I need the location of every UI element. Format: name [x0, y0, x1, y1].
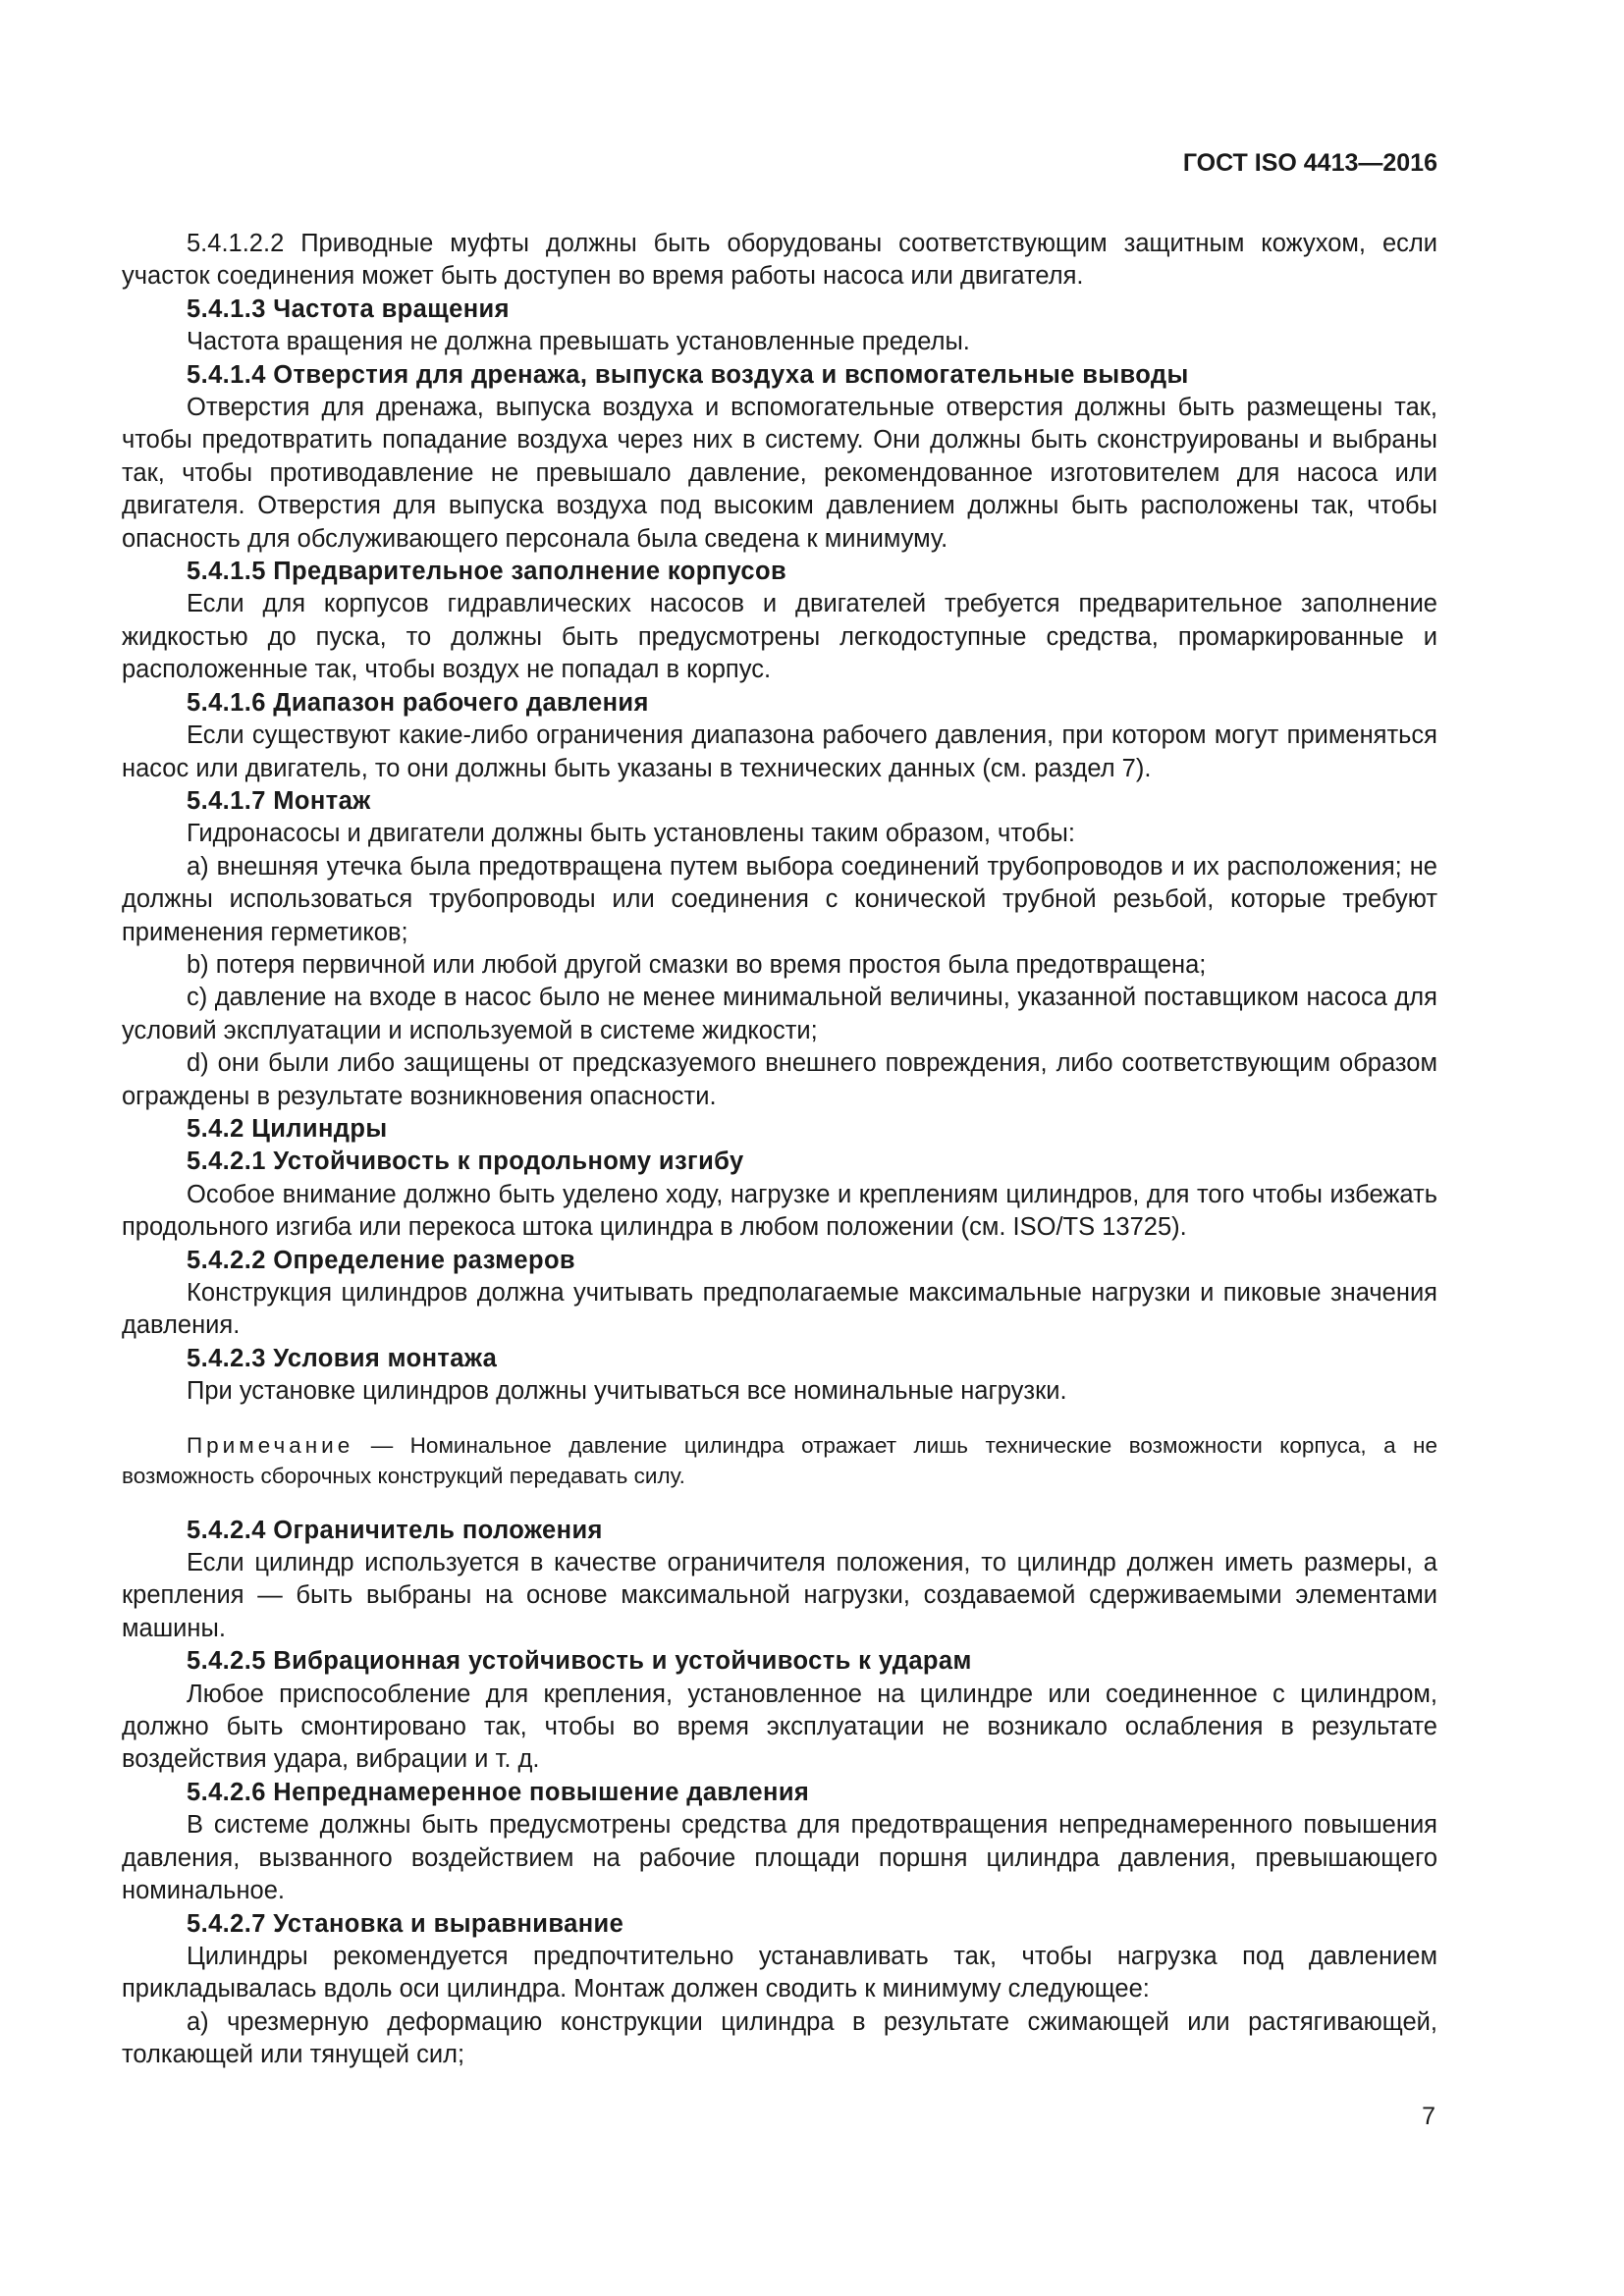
- paragraph: d) они были либо защищены от предсказуемого внешнего повреждения, либо соответствующим образом ограждены в результате возникновения опасности.: [122, 1049, 1437, 1110]
- paragraph: Частота вращения не должна превышать установленные пределы.: [187, 328, 970, 356]
- section-heading: 5.4.2 Цилиндры: [187, 1114, 388, 1143]
- paragraph: a) внешняя утечка была предотвращена путем выбора соединений трубопроводов и их расположения; не должны использоваться трубопроводы или соединения с конической трубной резьбой, которые требуют применения герметиков;: [122, 852, 1437, 946]
- section-heading: 5.4.2.4 Ограничитель положения: [187, 1516, 603, 1544]
- paragraph: Цилиндры рекомендуется предпочтительно устанавливать так, чтобы нагрузка под давлением прикладывалась вдоль оси цилиндра. Монтаж должен сводить к минимуму следующее:: [122, 1942, 1437, 2003]
- document-body: [122, 228, 1437, 2072]
- section-heading: 5.4.2.1 Устойчивость к продольному изгибу: [187, 1148, 744, 1176]
- paragraph: Особое внимание должно быть уделено ходу, нагрузке и креплениям цилиндров, для того чтобы избежать продольного изгиба или перекоса штока цилиндра в любом положении (см. ISO/TS 13725).: [122, 1180, 1437, 1242]
- page-number: 7: [1422, 2103, 1435, 2130]
- paragraph: При установке цилиндров должны учитываться все номинальные нагрузки.: [187, 1377, 1067, 1406]
- document-header: ГОСТ ISO 4413—2016: [1182, 149, 1437, 177]
- section-heading: 5.4.1.3 Частота вращения: [187, 294, 510, 323]
- section-heading: 5.4.1.4 Отверстия для дренажа, выпуска воздуха и вспомогательные выводы: [187, 360, 1189, 389]
- paragraph: Гидронасосы и двигатели должны быть установлены таким образом, чтобы:: [187, 820, 1075, 848]
- section-heading: 5.4.2.6 Непреднамеренное повышение давления: [187, 1778, 810, 1806]
- paragraph: Любое приспособление для крепления, установленное на цилиндре или соединенное с цилиндром, должно быть смонтировано так, чтобы во время эксплуатации не возникало ослабления в результате воздействия удара, вибрации и т. д.: [122, 1680, 1437, 1774]
- paragraph: c) давление на входе в насос было не менее минимальной величины, указанной поставщиком насоса для условий эксплуатации и используемой в системе жидкости;: [122, 984, 1437, 1044]
- paragraph: a) чрезмерную деформацию конструкции цилиндра в результате сжимающей или растягивающей, толкающей или тянущей сил;: [122, 2007, 1437, 2069]
- note: [122, 1430, 1437, 1491]
- paragraph: В системе должны быть предусмотрены средства для предотвращения непреднамеренного повышения давления, вызванного воздействием на рабочие площади поршня цилиндра давления, превышающего номинальное.: [122, 1811, 1437, 1905]
- paragraph: Если для корпусов гидравлических насосов и двигателей требуется предварительное заполнение жидкостью до пуска, то должны быть предусмотрены легкодоступные средства, промаркированные и расположенные так, чтобы воздух не попадал в корпус.: [122, 590, 1437, 684]
- paragraph: Отверстия для дренажа, выпуска воздуха и вспомогательные отверстия должны быть размещены так, чтобы предотвратить попадание воздуха через них в систему. Они должны быть сконструированы и выбраны так, чтобы противодавление не превышало давление, рекомендованное изготовителем для насоса или двигателя. Отверстия для выпуска воздуха под высоким давлением должны быть расположены так, чтобы опасность для обслуживающего персонала была сведена к минимуму.: [122, 394, 1437, 553]
- section-heading: 5.4.2.7 Установка и выравнивание: [187, 1909, 624, 1938]
- section-heading: 5.4.2.3 Условия монтажа: [187, 1344, 498, 1372]
- paragraph: Если существуют какие-либо ограничения диапазона рабочего давления, при котором могут применяться насос или двигатель, то они должны быть указаны в технических данных (см. раздел 7).: [122, 721, 1437, 782]
- paragraph: 5.4.1.2.2 Приводные муфты должны быть оборудованы соответствующим защитным кожухом, если участок соединения может быть доступен во время работы насоса или двигателя.: [122, 230, 1437, 291]
- section-heading: 5.4.1.7 Монтаж: [187, 786, 371, 815]
- section-heading: 5.4.1.5 Предварительное заполнение корпусов: [187, 558, 787, 586]
- note-text: — Номинальное давление цилиндра отражает лишь технические возможности корпуса, а не возможность сборочных конструкций передавать силу.: [122, 1432, 1437, 1488]
- paragraph: Конструкция цилиндров должна учитывать предполагаемые максимальные нагрузки и пиковые значения давления.: [122, 1279, 1437, 1340]
- paragraph: b) потеря первичной или любой другой смазки во время простоя была предотвращена;: [187, 950, 1207, 979]
- section-heading: 5.4.2.2 Определение размеров: [187, 1246, 576, 1274]
- section-heading: 5.4.1.6 Диапазон рабочего давления: [187, 688, 649, 717]
- note-label: Примечание: [187, 1432, 354, 1458]
- paragraph: Если цилиндр используется в качестве ограничителя положения, то цилиндр должен иметь размеры, а крепления — быть выбраны на основе максимальной нагрузки, создаваемой сдерживаемыми элементами машины.: [122, 1549, 1437, 1642]
- section-heading: 5.4.2.5 Вибрационная устойчивость и устойчивость к ударам: [187, 1647, 972, 1676]
